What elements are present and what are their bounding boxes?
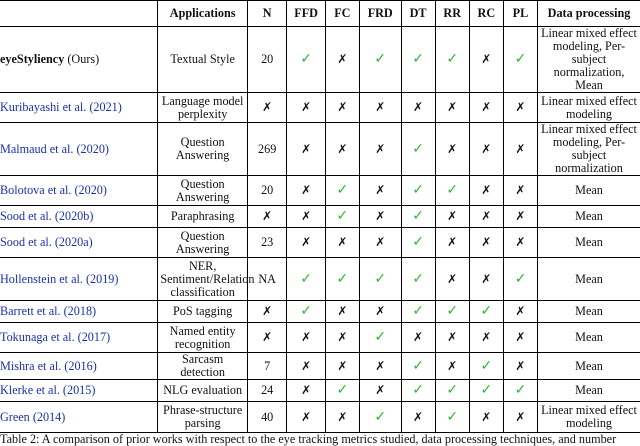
cross-icon: ✗ <box>515 141 526 156</box>
cross-icon: ✗ <box>262 330 273 344</box>
check-icon: ✓ <box>412 182 424 198</box>
cell-rr <box>435 228 469 258</box>
header-frd: FRD <box>359 1 401 27</box>
cell-work[interactable] <box>0 176 158 206</box>
cross-icon: ✗ <box>515 358 526 373</box>
table-row <box>0 93 640 123</box>
cell-data-processing: Linear mixed effect modeling <box>538 402 640 433</box>
cell-rr <box>435 353 469 380</box>
cell-frd <box>359 402 401 433</box>
cross-icon: ✗ <box>515 409 526 424</box>
cell-rc <box>469 353 503 380</box>
check-icon: ✓ <box>412 357 424 374</box>
cross-icon: ✗ <box>375 183 386 197</box>
cell-application: Sarcasm detection <box>158 353 248 380</box>
cell-application: Question Answering <box>158 176 248 206</box>
table-row <box>0 176 640 206</box>
cross-icon: ✗ <box>375 304 386 318</box>
citation-link[interactable]: Kuribayashi et al. (2021) <box>0 100 122 114</box>
cell-rc <box>469 27 503 93</box>
cell-rr <box>435 27 469 93</box>
check-icon: ✓ <box>514 382 527 398</box>
cell-application: Phrase-structure parsing <box>158 402 248 433</box>
header-rc: RC <box>469 1 503 27</box>
cell-rr <box>435 380 469 402</box>
table-row <box>0 258 640 301</box>
cross-icon: ✗ <box>481 209 492 223</box>
cell-n: 7 <box>247 353 286 380</box>
cell-application: Language model perplexity <box>158 93 248 123</box>
cross-icon: ✗ <box>515 330 526 344</box>
cell-fc <box>325 93 359 123</box>
cell-fc <box>325 206 359 228</box>
cell-rc <box>469 258 503 301</box>
cell-rc <box>469 93 503 123</box>
cross-icon: ✗ <box>262 100 273 114</box>
cross-icon: ✗ <box>375 358 386 373</box>
cell-data-processing: Mean <box>538 380 640 402</box>
check-icon: ✓ <box>336 270 349 287</box>
cross-icon: ✗ <box>447 235 458 249</box>
cell-n: 20 <box>247 27 286 93</box>
cell-frd <box>359 258 401 301</box>
cell-fc <box>325 27 359 93</box>
check-icon: ✓ <box>300 51 312 67</box>
cross-icon: ✗ <box>337 330 348 344</box>
table-row <box>0 206 640 228</box>
cell-dt <box>401 206 435 228</box>
cell-data-processing: Mean <box>538 258 640 301</box>
cross-icon: ✗ <box>301 100 312 114</box>
header-ffd: FFD <box>287 1 325 27</box>
cell-pl <box>503 323 537 353</box>
cross-icon: ✗ <box>447 330 458 344</box>
check-icon: ✓ <box>412 382 424 398</box>
cell-data-processing: Mean <box>538 323 640 353</box>
table-row <box>0 27 640 93</box>
cross-icon: ✗ <box>413 409 424 424</box>
cell-work[interactable] <box>0 258 158 301</box>
cell-rc <box>469 402 503 433</box>
cross-icon: ✗ <box>481 100 492 114</box>
cross-icon: ✗ <box>375 383 386 397</box>
cell-data-processing: Linear mixed effect modeling <box>538 93 640 123</box>
cell-application: Textual Style <box>158 27 248 93</box>
cell-ffd <box>287 93 325 123</box>
cross-icon: ✗ <box>337 52 348 66</box>
table-caption: Table 2: A comparison of prior works with respect to the eye tracking metrics studied, data processing techniques, and number <box>0 433 617 446</box>
cell-application: NER, Sentiment/Relation classification <box>158 258 248 301</box>
cell-n <box>247 93 286 123</box>
citation-link[interactable]: Mishra et al. (2016) <box>0 358 97 373</box>
cell-work[interactable] <box>0 206 158 228</box>
cross-icon: ✗ <box>337 304 348 318</box>
cross-icon: ✗ <box>447 141 458 156</box>
header-data-processing: Data processing <box>538 1 640 27</box>
cross-icon: ✗ <box>515 304 526 318</box>
cell-data-processing: Mean <box>538 176 640 206</box>
table-row <box>0 402 640 433</box>
cell-frd <box>359 206 401 228</box>
header-work <box>0 1 158 27</box>
cross-icon: ✗ <box>262 304 273 318</box>
cell-rc <box>469 123 503 176</box>
cross-icon: ✗ <box>337 235 348 249</box>
header-row <box>0 1 640 27</box>
cell-work[interactable] <box>0 402 158 433</box>
cell-frd <box>359 323 401 353</box>
cross-icon: ✗ <box>447 271 458 286</box>
work-name-bold: eyeStyliency <box>0 52 65 66</box>
cell-data-processing: Mean <box>538 301 640 323</box>
cell-frd <box>359 353 401 380</box>
table-row <box>0 353 640 380</box>
cell-rr <box>435 206 469 228</box>
header-applications: Applications <box>158 1 248 27</box>
cell-fc <box>325 380 359 402</box>
cell-frd <box>359 380 401 402</box>
cell-n: 24 <box>247 380 286 402</box>
cell-fc <box>325 353 359 380</box>
cross-icon: ✗ <box>515 183 526 197</box>
cell-rr <box>435 93 469 123</box>
cross-icon: ✗ <box>337 409 348 424</box>
cell-pl <box>503 380 537 402</box>
cell-rc <box>469 380 503 402</box>
cell-application: Paraphrasing <box>158 206 248 228</box>
table-row <box>0 301 640 323</box>
check-icon: ✓ <box>374 329 387 345</box>
cross-icon: ✗ <box>481 409 492 424</box>
table-row <box>0 123 640 176</box>
cell-rr <box>435 123 469 176</box>
cell-work[interactable] <box>0 323 158 353</box>
cross-icon: ✗ <box>301 330 312 344</box>
cell-fc <box>325 301 359 323</box>
cell-work[interactable] <box>0 123 158 176</box>
cell-work[interactable] <box>0 93 158 123</box>
cell-n: 269 <box>247 123 286 176</box>
cross-icon: ✗ <box>337 141 348 156</box>
cell-dt <box>401 123 435 176</box>
check-icon: ✓ <box>336 182 349 198</box>
cross-icon: ✗ <box>375 209 386 223</box>
cell-data-processing: Mean <box>538 228 640 258</box>
cell-pl <box>503 176 537 206</box>
cell-application: PoS tagging <box>158 301 248 323</box>
cell-ffd <box>287 402 325 433</box>
table-body <box>0 27 640 433</box>
work-name-suffix: (Ours) <box>64 52 100 66</box>
cell-pl <box>503 228 537 258</box>
cross-icon: ✗ <box>301 409 312 424</box>
cell-ffd <box>287 301 325 323</box>
cell-n: 40 <box>247 402 286 433</box>
cell-dt <box>401 93 435 123</box>
check-icon: ✓ <box>300 303 312 319</box>
cross-icon: ✗ <box>413 100 424 114</box>
cell-frd <box>359 228 401 258</box>
check-icon: ✓ <box>446 408 459 425</box>
cell-rr <box>435 301 469 323</box>
cell-dt <box>401 258 435 301</box>
cell-dt <box>401 402 435 433</box>
cross-icon: ✗ <box>481 235 492 249</box>
cell-ffd <box>287 353 325 380</box>
citation-link[interactable]: Green (2014) <box>0 409 66 424</box>
cell-ffd <box>287 228 325 258</box>
check-icon: ✓ <box>374 270 387 287</box>
cross-icon: ✗ <box>301 183 312 197</box>
cell-data-processing: Linear mixed effect modeling, Per-subject normalization <box>538 123 640 176</box>
cross-icon: ✗ <box>447 358 458 373</box>
cross-icon: ✗ <box>515 100 526 114</box>
cell-dt <box>401 353 435 380</box>
cross-icon: ✗ <box>301 383 312 397</box>
header-dt: DT <box>401 1 435 27</box>
check-icon: ✓ <box>480 382 493 398</box>
cell-rc <box>469 206 503 228</box>
cell-fc <box>325 176 359 206</box>
check-icon: ✓ <box>412 140 424 157</box>
cell-n: 20 <box>247 176 286 206</box>
cell-dt <box>401 176 435 206</box>
cross-icon: ✗ <box>447 209 458 223</box>
cell-rc <box>469 323 503 353</box>
cell-rr <box>435 323 469 353</box>
cell-work[interactable] <box>0 353 158 380</box>
citation-link[interactable]: Sood et al. (2020a) <box>0 235 93 249</box>
citation-link[interactable]: Tokunaga et al. (2017) <box>0 330 111 344</box>
header-fc: FC <box>325 1 359 27</box>
check-icon: ✓ <box>300 270 312 287</box>
cross-icon: ✗ <box>301 141 312 156</box>
cell-pl <box>503 258 537 301</box>
cross-icon: ✗ <box>301 358 312 373</box>
table-row <box>0 380 640 402</box>
cell-frd <box>359 93 401 123</box>
check-icon: ✓ <box>480 303 493 319</box>
cross-icon: ✗ <box>375 141 386 156</box>
cell-rr <box>435 258 469 301</box>
check-icon: ✓ <box>374 51 387 67</box>
cell-frd <box>359 27 401 93</box>
cell-rr <box>435 402 469 433</box>
check-icon: ✓ <box>412 208 424 224</box>
cell-data-processing: Linear mixed effect modeling, Per-subject normalization, Mean <box>538 27 640 93</box>
cell-pl <box>503 27 537 93</box>
cell-ffd <box>287 123 325 176</box>
cell-fc <box>325 123 359 176</box>
header-pl: PL <box>503 1 537 27</box>
table-row <box>0 323 640 353</box>
cell-frd <box>359 301 401 323</box>
cross-icon: ✗ <box>481 52 492 66</box>
cell-application: NLG evaluation <box>158 380 248 402</box>
cell-fc <box>325 228 359 258</box>
cell-ffd <box>287 206 325 228</box>
citation-link[interactable]: Hollenstein et al. (2019) <box>0 271 119 286</box>
cross-icon: ✗ <box>481 271 492 286</box>
check-icon: ✓ <box>336 208 349 224</box>
cell-dt <box>401 228 435 258</box>
cross-icon: ✗ <box>481 141 492 156</box>
cross-icon: ✗ <box>375 235 386 249</box>
header-rr: RR <box>435 1 469 27</box>
check-icon: ✓ <box>412 234 424 250</box>
citation-link[interactable]: Barrett et al. (2018) <box>0 304 97 318</box>
citation-link[interactable]: Klerke et al. (2015) <box>0 383 96 397</box>
check-icon: ✓ <box>514 51 527 67</box>
citation-link[interactable]: Bolotova et al. (2020) <box>0 183 107 197</box>
cell-application: Question Answering <box>158 123 248 176</box>
cross-icon: ✗ <box>262 209 273 223</box>
check-icon: ✓ <box>336 382 349 398</box>
cell-dt <box>401 301 435 323</box>
cell-ffd <box>287 380 325 402</box>
cell-n <box>247 206 286 228</box>
cell-frd <box>359 123 401 176</box>
check-icon: ✓ <box>446 303 459 319</box>
cross-icon: ✗ <box>337 358 348 373</box>
cell-dt <box>401 380 435 402</box>
cell-rc <box>469 228 503 258</box>
check-icon: ✓ <box>374 408 387 425</box>
cross-icon: ✗ <box>301 209 312 223</box>
cell-data-processing: Mean <box>538 206 640 228</box>
check-icon: ✓ <box>446 382 459 398</box>
cell-ffd <box>287 258 325 301</box>
cell-work[interactable] <box>0 380 158 402</box>
cell-n: NA <box>247 258 286 301</box>
cell-ffd <box>287 27 325 93</box>
citation-link[interactable]: Sood et al. (2020b) <box>0 209 94 223</box>
cell-n <box>247 301 286 323</box>
cell-rr <box>435 176 469 206</box>
citation-link[interactable]: Malmaud et al. (2020) <box>0 141 109 156</box>
cell-fc <box>325 258 359 301</box>
cell-ffd <box>287 176 325 206</box>
check-icon: ✓ <box>412 51 424 67</box>
cell-dt <box>401 323 435 353</box>
check-icon: ✓ <box>446 51 459 67</box>
header-n: N <box>247 1 286 27</box>
cell-n: 23 <box>247 228 286 258</box>
table-row <box>0 228 640 258</box>
cross-icon: ✗ <box>375 100 386 114</box>
check-icon: ✓ <box>412 303 424 319</box>
check-icon: ✓ <box>412 270 424 287</box>
cell-pl <box>503 353 537 380</box>
cell-work <box>0 27 158 93</box>
cell-pl <box>503 402 537 433</box>
cell-ffd <box>287 323 325 353</box>
cell-rc <box>469 176 503 206</box>
cell-pl <box>503 123 537 176</box>
cell-pl <box>503 206 537 228</box>
cell-fc <box>325 402 359 433</box>
cross-icon: ✗ <box>447 100 458 114</box>
cell-fc <box>325 323 359 353</box>
cell-application: Question Answering <box>158 228 248 258</box>
cell-pl <box>503 301 537 323</box>
cross-icon: ✗ <box>301 235 312 249</box>
check-icon: ✓ <box>446 182 459 198</box>
cell-pl <box>503 93 537 123</box>
cross-icon: ✗ <box>515 235 526 249</box>
cell-frd <box>359 176 401 206</box>
cross-icon: ✗ <box>481 330 492 344</box>
check-icon: ✓ <box>480 357 493 374</box>
cell-data-processing: Mean <box>538 353 640 380</box>
cross-icon: ✗ <box>515 209 526 223</box>
cell-dt <box>401 27 435 93</box>
cell-work[interactable] <box>0 228 158 258</box>
cross-icon: ✗ <box>481 183 492 197</box>
cross-icon: ✗ <box>413 330 424 344</box>
cell-n <box>247 323 286 353</box>
cross-icon: ✗ <box>337 100 348 114</box>
cell-work[interactable] <box>0 301 158 323</box>
cell-application: Named entity recognition <box>158 323 248 353</box>
cell-rc <box>469 301 503 323</box>
check-icon: ✓ <box>514 270 527 287</box>
